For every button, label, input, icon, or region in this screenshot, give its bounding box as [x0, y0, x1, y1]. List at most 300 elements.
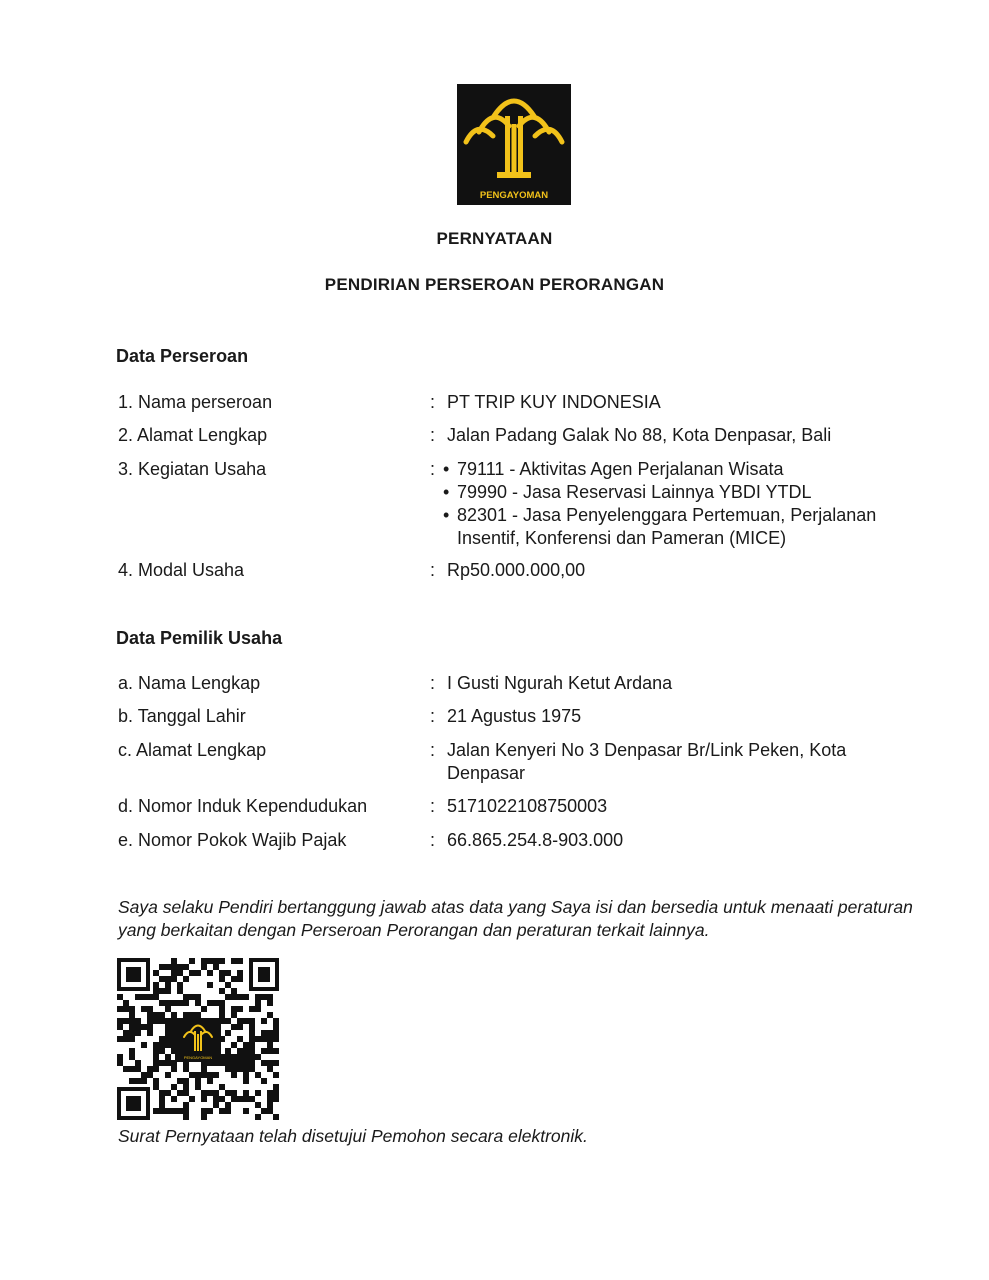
qr-module	[195, 994, 201, 1000]
qr-module	[255, 1102, 261, 1108]
qr-module	[255, 1036, 261, 1042]
approval-note: Surat Pernyataan telah disetujui Pemohon secara elektronik.	[118, 1126, 588, 1146]
qr-module	[153, 1108, 159, 1114]
qr-module	[153, 1078, 159, 1084]
qr-module	[255, 1090, 261, 1096]
qr-module	[273, 1048, 279, 1054]
qr-module	[159, 1060, 165, 1066]
qr-module	[237, 970, 243, 976]
colon: :	[430, 459, 436, 479]
qr-module	[177, 988, 183, 994]
qr-module	[165, 1030, 171, 1036]
qr-module	[219, 970, 225, 976]
qr-module	[165, 1000, 171, 1006]
qr-module	[273, 1060, 279, 1066]
colon: :	[430, 560, 436, 580]
qr-module	[129, 1036, 135, 1042]
qr-module	[231, 976, 237, 982]
qr-module	[159, 1102, 165, 1108]
colon: :	[430, 796, 436, 816]
qr-module	[249, 1024, 255, 1030]
qr-module	[219, 976, 225, 982]
qr-module	[237, 976, 243, 982]
qr-module	[231, 958, 237, 964]
qr-module	[189, 1072, 195, 1078]
qr-module	[249, 1054, 255, 1060]
qr-module	[273, 1018, 279, 1024]
qr-module	[267, 1108, 273, 1114]
qr-module	[159, 1090, 165, 1096]
qr-module	[249, 1042, 255, 1048]
qr-module	[219, 1084, 225, 1090]
qr-module	[135, 1078, 141, 1084]
owner-section-heading: Data Pemilik Usaha	[116, 628, 283, 648]
qr-module	[261, 1018, 267, 1024]
qr-module	[135, 1030, 141, 1036]
qr-module	[213, 1072, 219, 1078]
qr-module	[195, 1012, 201, 1018]
qr-module	[171, 958, 177, 964]
qr-module	[201, 958, 207, 964]
qr-module	[141, 1006, 147, 1012]
qr-module	[117, 1060, 123, 1066]
qr-module	[273, 1030, 279, 1036]
qr-module	[201, 1114, 207, 1120]
qr-module	[165, 964, 171, 970]
qr-module	[177, 1000, 183, 1006]
qr-module	[255, 1072, 261, 1078]
declaration-statement: Saya selaku Pendiri bertanggung jawab atas data yang Saya isi dan bersedia untuk menaati peraturan yang berkaitan dengan Perseroan Perorangan dan peraturan terkait lainnya.	[118, 897, 913, 940]
qr-module	[225, 1102, 231, 1108]
qr-module	[183, 994, 189, 1000]
qr-module	[207, 1000, 213, 1006]
qr-code-icon	[117, 958, 279, 1120]
qr-module	[225, 982, 231, 988]
qr-module	[171, 1066, 177, 1072]
activity-item: • 79111 - Aktivitas Agen Perjalanan Wisata	[443, 458, 913, 481]
qr-module	[141, 1024, 147, 1030]
qr-module	[117, 1054, 123, 1060]
qr-module	[219, 958, 225, 964]
qr-module	[165, 1108, 171, 1114]
qr-module	[243, 1096, 249, 1102]
qr-module	[255, 1006, 261, 1012]
qr-code	[117, 958, 279, 1120]
qr-module	[153, 1066, 159, 1072]
field-value: Jalan Kenyeri No 3 Denpasar Br/Link Peken, Kota Denpasar	[447, 740, 847, 783]
colon: :	[430, 673, 436, 693]
qr-module	[123, 1030, 129, 1036]
qr-module	[267, 1012, 273, 1018]
qr-module	[231, 1060, 237, 1066]
qr-module	[243, 1090, 249, 1096]
qr-module	[267, 1000, 273, 1006]
field-label: c. Alamat Lengkap	[118, 740, 267, 760]
qr-module	[237, 1024, 243, 1030]
qr-module	[123, 1006, 129, 1012]
qr-module	[195, 970, 201, 976]
qr-module	[195, 1084, 201, 1090]
qr-module	[159, 1018, 165, 1024]
qr-module	[159, 1108, 165, 1114]
qr-module	[219, 988, 225, 994]
company-section-heading: Data Perseroan	[116, 346, 249, 366]
qr-module	[231, 1090, 237, 1096]
qr-module	[249, 1036, 255, 1042]
qr-module	[183, 976, 189, 982]
qr-module	[159, 1036, 165, 1042]
qr-module	[249, 1018, 255, 1024]
qr-module	[165, 1090, 171, 1096]
qr-module	[141, 994, 147, 1000]
qr-module	[231, 1012, 237, 1018]
qr-module	[237, 1096, 243, 1102]
qr-module	[237, 1006, 243, 1012]
qr-module	[255, 1000, 261, 1006]
qr-module	[225, 1060, 231, 1066]
qr-module	[267, 1042, 273, 1048]
qr-module	[267, 1090, 273, 1096]
qr-module	[207, 1108, 213, 1114]
qr-module	[171, 964, 177, 970]
qr-module	[159, 1096, 165, 1102]
qr-module	[231, 1024, 237, 1030]
qr-module	[249, 1030, 255, 1036]
qr-module	[135, 1066, 141, 1072]
qr-module	[153, 1042, 159, 1048]
qr-module	[267, 1048, 273, 1054]
qr-module	[129, 1024, 135, 1030]
qr-module	[249, 1096, 255, 1102]
qr-module	[213, 1000, 219, 1006]
field-label: 1. Nama perseroan	[118, 392, 273, 412]
qr-module	[225, 1090, 231, 1096]
qr-module	[171, 1084, 177, 1090]
qr-module	[135, 1018, 141, 1024]
qr-module	[249, 1066, 255, 1072]
qr-module	[177, 970, 183, 976]
qr-module	[273, 1036, 279, 1042]
qr-module	[267, 1096, 273, 1102]
qr-module	[255, 994, 261, 1000]
qr-module	[213, 958, 219, 964]
colon: :	[430, 830, 436, 850]
qr-module	[189, 1012, 195, 1018]
field-label: b. Tanggal Lahir	[118, 706, 246, 726]
qr-module	[165, 1006, 171, 1012]
activity-list	[443, 458, 913, 550]
activity-item: • 79990 - Jasa Reservasi Lainnya YBDI YTDL	[443, 481, 913, 504]
field-label: a. Nama Lengkap	[118, 673, 261, 693]
qr-module	[171, 976, 177, 982]
qr-module	[219, 1000, 225, 1006]
qr-module	[249, 1060, 255, 1066]
qr-module	[189, 1096, 195, 1102]
qr-module	[141, 1072, 147, 1078]
qr-module	[153, 982, 159, 988]
qr-module	[159, 1000, 165, 1006]
qr-module	[267, 1066, 273, 1072]
qr-module	[243, 1078, 249, 1084]
qr-module	[129, 1030, 135, 1036]
qr-module	[165, 1024, 171, 1030]
qr-module	[243, 994, 249, 1000]
colon: :	[430, 740, 436, 760]
qr-module	[123, 1000, 129, 1006]
qr-module	[141, 1078, 147, 1084]
qr-module	[201, 1108, 207, 1114]
qr-module	[243, 1066, 249, 1072]
qr-module	[237, 1066, 243, 1072]
qr-module	[183, 964, 189, 970]
qr-module	[231, 988, 237, 994]
qr-module	[159, 988, 165, 994]
qr-module	[273, 1090, 279, 1096]
qr-module	[153, 970, 159, 976]
field-label: 3. Kegiatan Usaha	[118, 459, 267, 479]
logo-text: PENGAYOMAN	[479, 190, 549, 201]
qr-module	[189, 994, 195, 1000]
qr-module	[201, 1066, 207, 1072]
qr-module	[195, 1072, 201, 1078]
qr-module	[237, 1036, 243, 1042]
qr-module	[201, 1006, 207, 1012]
qr-module	[129, 1048, 135, 1054]
qr-module	[237, 1048, 243, 1054]
qr-module	[243, 1072, 249, 1078]
field-value: 66.865.254.8-903.000	[447, 830, 624, 850]
qr-module	[153, 1084, 159, 1090]
qr-module	[219, 1012, 225, 1018]
qr-module	[177, 964, 183, 970]
qr-module	[123, 1066, 129, 1072]
qr-module	[177, 982, 183, 988]
qr-module	[159, 1012, 165, 1018]
qr-module	[165, 982, 171, 988]
qr-module	[237, 1060, 243, 1066]
qr-module	[177, 1078, 183, 1084]
field-label: 2. Alamat Lengkap	[118, 425, 268, 445]
pengayoman-logo	[457, 84, 571, 205]
qr-module	[243, 1060, 249, 1066]
qr-module	[225, 1108, 231, 1114]
qr-module	[261, 1030, 267, 1036]
qr-module	[207, 1078, 213, 1084]
qr-module	[171, 1000, 177, 1006]
colon: :	[430, 425, 436, 445]
qr-module	[129, 1078, 135, 1084]
qr-module	[147, 1006, 153, 1012]
qr-module	[267, 1036, 273, 1042]
qr-module	[237, 994, 243, 1000]
field-value: 5171022108750003	[447, 796, 608, 816]
qr-module	[261, 1108, 267, 1114]
qr-module	[177, 1090, 183, 1096]
qr-module	[207, 982, 213, 988]
field-label: d. Nomor Induk Kependudukan	[118, 796, 368, 816]
qr-module	[213, 964, 219, 970]
field-value: Jalan Padang Galak No 88, Kota Denpasar, Bali	[447, 425, 832, 445]
qr-module	[153, 1018, 159, 1024]
document-subtitle: PENDIRIAN PERSEROAN PERORANGAN	[324, 275, 665, 294]
qr-module	[261, 1048, 267, 1054]
qr-module	[183, 1114, 189, 1120]
qr-module	[195, 1078, 201, 1084]
qr-module	[129, 1006, 135, 1012]
qr-module	[225, 1048, 231, 1054]
qr-module	[225, 1018, 231, 1024]
qr-module	[243, 1042, 249, 1048]
qr-module	[183, 1108, 189, 1114]
qr-module	[243, 1108, 249, 1114]
qr-module	[225, 994, 231, 1000]
qr-module	[165, 976, 171, 982]
qr-module	[165, 1072, 171, 1078]
qr-module	[273, 1114, 279, 1120]
qr-module	[153, 988, 159, 994]
field-label: 4. Modal Usaha	[118, 560, 245, 580]
qr-module	[147, 1024, 153, 1030]
qr-module	[255, 1054, 261, 1060]
field-value: I Gusti Ngurah Ketut Ardana	[447, 673, 673, 693]
qr-module	[153, 1054, 159, 1060]
qr-module	[123, 1036, 129, 1042]
qr-module	[273, 1084, 279, 1090]
qr-module	[171, 1108, 177, 1114]
qr-module	[201, 1072, 207, 1078]
qr-module	[147, 1072, 153, 1078]
qr-module	[261, 1036, 267, 1042]
qr-module	[237, 1018, 243, 1024]
field-value: PT TRIP KUY INDONESIA	[447, 392, 661, 412]
field-value: 21 Agustus 1975	[447, 706, 582, 726]
qr-module	[135, 1024, 141, 1030]
qr-module	[117, 1024, 123, 1030]
qr-module	[147, 1030, 153, 1036]
qr-module	[165, 1036, 171, 1042]
qr-module	[267, 994, 273, 1000]
qr-module	[117, 1018, 123, 1024]
qr-module	[183, 1000, 189, 1006]
qr-module	[171, 970, 177, 976]
qr-module	[129, 1066, 135, 1072]
field-label: e. Nomor Pokok Wajib Pajak	[118, 830, 347, 850]
qr-module	[207, 958, 213, 964]
qr-module	[243, 1048, 249, 1054]
qr-module	[225, 1030, 231, 1036]
qr-module	[225, 970, 231, 976]
qr-module	[183, 1102, 189, 1108]
qr-module	[165, 1060, 171, 1066]
qr-module	[231, 1072, 237, 1078]
activity-item: • 82301 - Jasa Penyelenggara Pertemuan, Perjalanan Insentif, Konferensi dan Pameran (MICE)	[443, 504, 913, 550]
qr-module	[267, 1030, 273, 1036]
qr-module	[201, 1090, 207, 1096]
qr-module	[117, 1006, 123, 1012]
qr-logo-text: PENGAYOMAN	[183, 1055, 213, 1060]
qr-module	[183, 1066, 189, 1072]
qr-module	[153, 1060, 159, 1066]
qr-module	[255, 1114, 261, 1120]
qr-module	[231, 1096, 237, 1102]
document-title: PERNYATAAN	[436, 229, 553, 248]
qr-module	[189, 958, 195, 964]
qr-module	[231, 994, 237, 1000]
qr-module	[183, 1078, 189, 1084]
colon: :	[430, 392, 436, 412]
colon: :	[430, 706, 436, 726]
qr-module	[153, 1012, 159, 1018]
qr-module	[267, 1060, 273, 1066]
qr-module	[165, 988, 171, 994]
qr-module	[153, 1048, 159, 1054]
qr-module	[267, 1102, 273, 1108]
qr-module	[183, 1012, 189, 1018]
qr-module	[159, 1048, 165, 1054]
qr-module	[261, 994, 267, 1000]
qr-module	[231, 1042, 237, 1048]
qr-module	[165, 1054, 171, 1060]
qr-module	[201, 964, 207, 970]
qr-module	[165, 1018, 171, 1024]
qr-module	[261, 1060, 267, 1066]
qr-module	[177, 1108, 183, 1114]
qr-module	[195, 1000, 201, 1006]
qr-module	[219, 1006, 225, 1012]
qr-module	[183, 1084, 189, 1090]
qr-module	[273, 1024, 279, 1030]
qr-module	[219, 1096, 225, 1102]
qr-module	[219, 1108, 225, 1114]
qr-module	[159, 964, 165, 970]
qr-module	[231, 1054, 237, 1060]
qr-module	[153, 994, 159, 1000]
qr-module	[243, 1018, 249, 1024]
qr-module	[237, 1054, 243, 1060]
qr-module	[243, 1054, 249, 1060]
qr-module	[123, 1018, 129, 1024]
qr-module	[129, 1018, 135, 1024]
pengayoman-tree-icon	[457, 84, 571, 205]
qr-module	[249, 1048, 255, 1054]
qr-module	[129, 1054, 135, 1060]
qr-module	[201, 1096, 207, 1102]
qr-module	[147, 1018, 153, 1024]
qr-module	[147, 1012, 153, 1018]
qr-module	[249, 1006, 255, 1012]
qr-module	[141, 1042, 147, 1048]
qr-module	[213, 1096, 219, 1102]
qr-module	[225, 1054, 231, 1060]
qr-module	[165, 1042, 171, 1048]
qr-module	[231, 1066, 237, 1072]
qr-module	[135, 994, 141, 1000]
qr-module	[159, 976, 165, 982]
qr-module	[147, 1066, 153, 1072]
qr-module	[273, 1072, 279, 1078]
qr-module	[183, 1090, 189, 1096]
qr-module	[207, 1072, 213, 1078]
qr-module	[129, 1012, 135, 1018]
qr-module	[213, 1102, 219, 1108]
qr-module	[273, 1096, 279, 1102]
qr-module	[213, 1090, 219, 1096]
qr-module	[171, 1096, 177, 1102]
qr-module	[147, 994, 153, 1000]
qr-module	[171, 1012, 177, 1018]
qr-module	[237, 958, 243, 964]
qr-module	[207, 1090, 213, 1096]
